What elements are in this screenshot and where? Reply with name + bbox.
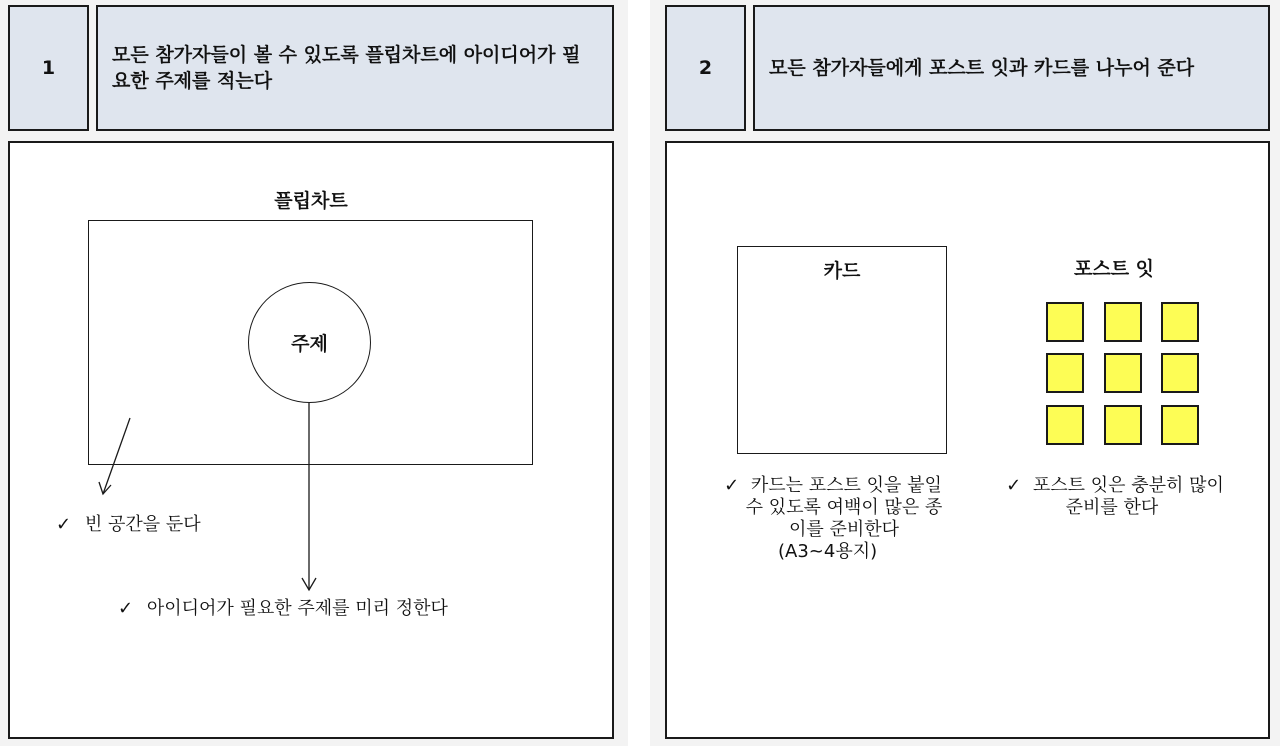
note-card bbox=[708, 475, 958, 563]
note-card-line1 bbox=[708, 475, 958, 497]
note-postit bbox=[990, 475, 1240, 519]
postit-label: 포스트 잇 bbox=[1073, 258, 1155, 280]
note-empty-space-text: 빈 공간을 둔다 bbox=[84, 514, 201, 535]
topic-circle bbox=[248, 282, 371, 403]
sticky-note bbox=[1161, 353, 1199, 393]
sticky-note bbox=[1161, 405, 1199, 445]
card-frame bbox=[737, 246, 947, 454]
note-postit-line2: 준비를 한다 bbox=[1065, 497, 1159, 518]
note-set-topic-text: 아이디어가 필요한 주제를 미리 정한다 bbox=[146, 598, 448, 619]
sticky-note bbox=[1046, 353, 1084, 393]
step-title-1-text: 모든 참가자들이 볼 수 있도록 플립차트에 아이디어가 필요한 주제를 적는다 bbox=[112, 44, 581, 92]
step-title-2 bbox=[753, 5, 1270, 131]
sticky-note bbox=[1161, 302, 1199, 342]
note-postit-line1 bbox=[990, 475, 1240, 497]
check-icon: ✓ bbox=[118, 598, 134, 619]
check-icon: ✓ bbox=[724, 475, 740, 496]
sticky-note bbox=[1104, 353, 1142, 393]
step-title-1 bbox=[96, 5, 614, 131]
note-postit-line1-text: 포스트 잇은 충분히 많이 bbox=[1032, 475, 1224, 496]
check-icon: ✓ bbox=[56, 514, 72, 535]
flipchart-label: 플립차트 bbox=[274, 190, 348, 212]
note-card-line2: 수 있도록 여백이 많은 종 bbox=[745, 497, 943, 518]
card-label: 카드 bbox=[823, 260, 861, 282]
step-number-1: 1 bbox=[8, 5, 89, 131]
step-title-2-text: 모든 참가자들에게 포스트 잇과 카드를 나누어 준다 bbox=[769, 57, 1195, 79]
sticky-note bbox=[1104, 302, 1142, 342]
note-card-line1-text: 카드는 포스트 잇을 붙일 bbox=[750, 475, 942, 496]
sticky-note bbox=[1046, 302, 1084, 342]
note-card-line3: 이를 준비한다 bbox=[788, 519, 900, 540]
sticky-note bbox=[1104, 405, 1142, 445]
topic-label: 주제 bbox=[291, 333, 328, 355]
note-set-topic bbox=[118, 598, 448, 620]
note-card-line4: (A3~4용지) bbox=[778, 541, 878, 562]
check-icon: ✓ bbox=[1006, 475, 1022, 496]
note-empty-space bbox=[56, 514, 201, 536]
step-number-2: 2 bbox=[665, 5, 746, 131]
sticky-note bbox=[1046, 405, 1084, 445]
